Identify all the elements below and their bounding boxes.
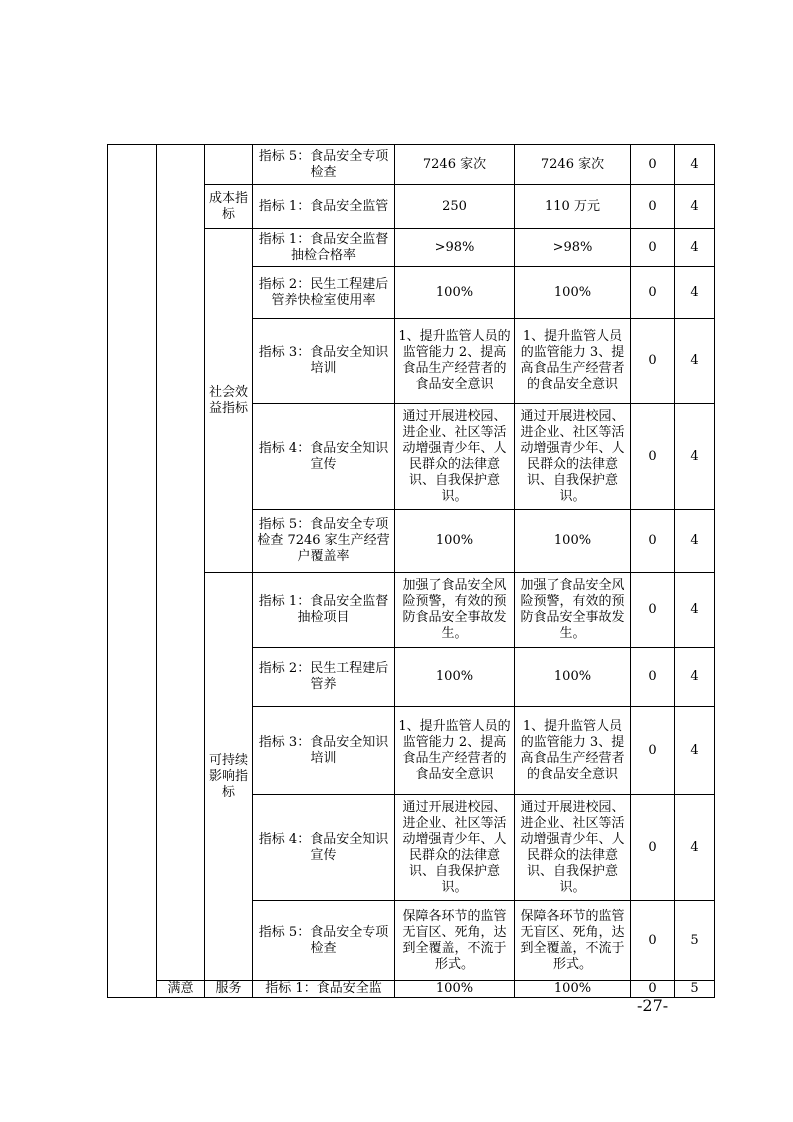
target-cell: 通过开展进校园、进企业、社区等活动增强青少年、人民群众的法律意识、自我保护意识。 <box>395 795 515 901</box>
social-category-cell: 社会效益指标 <box>205 229 253 573</box>
indicator-cell: 指标 5：食品安全专项检查 <box>253 145 395 185</box>
table-row <box>108 981 715 998</box>
indicator-cell: 指标 1：食品安全监督抽检合格率 <box>253 229 395 267</box>
deduct-cell: 0 <box>631 145 675 185</box>
performance-table <box>107 144 715 998</box>
target-cell: 250 <box>395 185 515 229</box>
score-cell: 4 <box>675 185 715 229</box>
deduct-cell: 0 <box>631 404 675 510</box>
deduct-cell: 0 <box>631 981 675 998</box>
indicator-cell: 指标 5：食品安全专项检查 <box>253 901 395 981</box>
target-cell: 100% <box>395 981 515 998</box>
score-cell: 4 <box>675 267 715 319</box>
actual-cell: 1、提升监管人员的监管能力 3、提高食品生产经营者的食品安全意识 <box>515 707 631 795</box>
level3-category-cell <box>205 145 253 185</box>
indicator-cell: 指标 3：食品安全知识培训 <box>253 319 395 404</box>
target-cell: 保障各环节的监管无盲区、死角，达到全覆盖，不流于形式。 <box>395 901 515 981</box>
actual-cell: 100% <box>515 267 631 319</box>
score-cell: 5 <box>675 981 715 998</box>
actual-cell: >98% <box>515 229 631 267</box>
deduct-cell: 0 <box>631 573 675 648</box>
score-cell: 5 <box>675 901 715 981</box>
indicator-cell: 指标 5：食品安全专项检查 7246 家生产经营户覆盖率 <box>253 510 395 573</box>
score-cell: 4 <box>675 404 715 510</box>
score-cell: 4 <box>675 707 715 795</box>
score-cell: 4 <box>675 229 715 267</box>
target-cell: 100% <box>395 267 515 319</box>
deduct-cell: 0 <box>631 707 675 795</box>
indicator-cell: 指标 3：食品安全知识培训 <box>253 707 395 795</box>
actual-cell: 通过开展进校园、进企业、社区等活动增强青少年、人民群众的法律意识、自我保护意识。 <box>515 795 631 901</box>
indicator-cell: 指标 2：民生工程建后管养快检室使用率 <box>253 267 395 319</box>
indicator-cell: 指标 1：食品安全监督抽检项目 <box>253 573 395 648</box>
deduct-cell: 0 <box>631 901 675 981</box>
cost-category-cell: 成本指标 <box>205 185 253 229</box>
deduct-cell: 0 <box>631 648 675 707</box>
deduct-cell: 0 <box>631 185 675 229</box>
indicator-cell: 指标 4：食品安全知识宣传 <box>253 795 395 901</box>
deduct-cell: 0 <box>631 229 675 267</box>
target-cell: 1、提升监管人员的监管能力 2、提高食品生产经营者的食品安全意识 <box>395 707 515 795</box>
satisfaction-category-cell: 满意 <box>157 981 205 998</box>
actual-cell: 加强了食品安全风险预警，有效的预防食品安全事故发生。 <box>515 573 631 648</box>
level2-category-cell <box>157 145 205 981</box>
indicator-cell: 指标 4：食品安全知识宣传 <box>253 404 395 510</box>
score-cell: 4 <box>675 795 715 901</box>
indicator-cell: 指标 1：食品安全监管 <box>253 185 395 229</box>
actual-cell: 100% <box>515 981 631 998</box>
service-category-cell: 服务 <box>205 981 253 998</box>
actual-cell: 1、提升监管人员的监管能力 3、提高食品生产经营者的食品安全意识 <box>515 319 631 404</box>
target-cell: 通过开展进校园、进企业、社区等活动增强青少年、人民群众的法律意识、自我保护意识。 <box>395 404 515 510</box>
score-cell: 4 <box>675 648 715 707</box>
target-cell: 100% <box>395 648 515 707</box>
target-cell: 1、提升监管人员的监管能力 2、提高食品生产经营者的食品安全意识 <box>395 319 515 404</box>
score-cell: 4 <box>675 319 715 404</box>
actual-cell: 100% <box>515 648 631 707</box>
actual-cell: 保障各环节的监管无盲区、死角，达到全覆盖，不流于形式。 <box>515 901 631 981</box>
deduct-cell: 0 <box>631 319 675 404</box>
deduct-cell: 0 <box>631 510 675 573</box>
target-cell: 7246 家次 <box>395 145 515 185</box>
actual-cell: 110 万元 <box>515 185 631 229</box>
indicator-cell: 指标 2：民生工程建后管养 <box>253 648 395 707</box>
deduct-cell: 0 <box>631 267 675 319</box>
deduct-cell: 0 <box>631 795 675 901</box>
target-cell: >98% <box>395 229 515 267</box>
score-cell: 4 <box>675 573 715 648</box>
actual-cell: 7246 家次 <box>515 145 631 185</box>
level1-category-cell <box>108 145 157 998</box>
page-number: -27- <box>637 996 669 1015</box>
actual-cell: 通过开展进校园、进企业、社区等活动增强青少年、人民群众的法律意识、自我保护意识。 <box>515 404 631 510</box>
target-cell: 100% <box>395 510 515 573</box>
score-cell: 4 <box>675 510 715 573</box>
actual-cell: 100% <box>515 510 631 573</box>
score-cell: 4 <box>675 145 715 185</box>
target-cell: 加强了食品安全风险预警，有效的预防食品安全事故发生。 <box>395 573 515 648</box>
indicator-cell: 指标 1：食品安全监 <box>253 981 395 998</box>
table-row <box>108 145 715 185</box>
sustainable-category-cell: 可持续影响指标 <box>205 573 253 981</box>
